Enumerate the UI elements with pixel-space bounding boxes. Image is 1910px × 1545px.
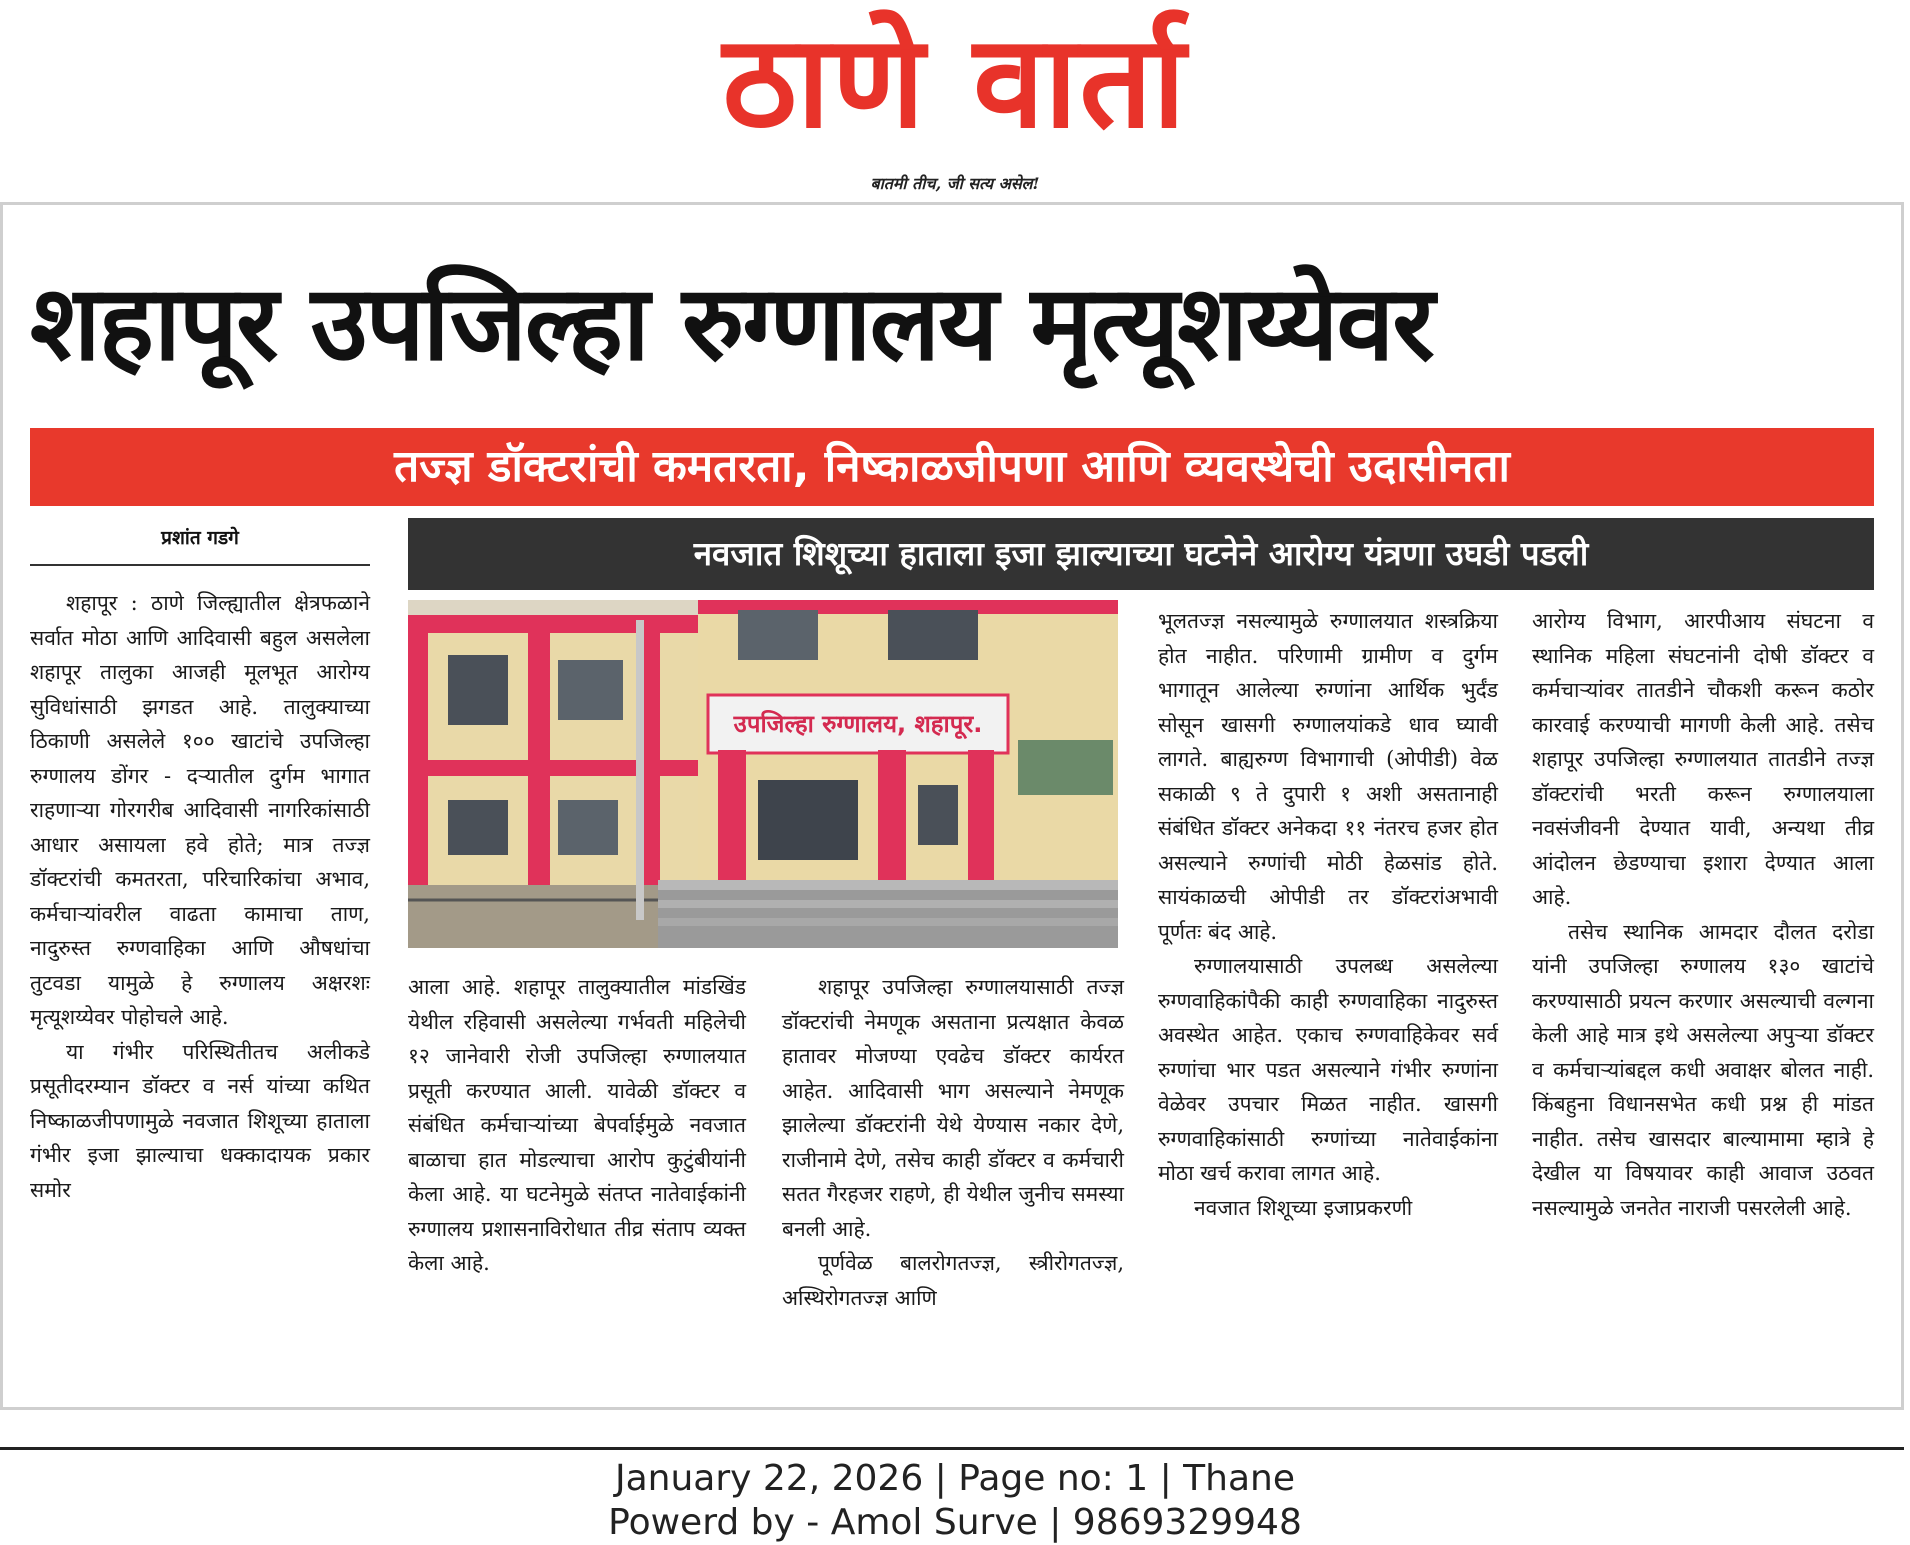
article-column-4 xyxy=(1158,604,1498,1225)
article-column-2 xyxy=(408,970,746,1281)
footer-divider xyxy=(0,1447,1904,1450)
tagline: बातमी तीच, जी सत्य असेल! xyxy=(870,174,1040,193)
paragraph: रुग्णालयासाठी उपलब्ध असलेल्या रुग्णवाहिकांपैकी काही रुग्णवाहिका नादुरुस्त अवस्थेत आहेत. एकाच रुग्णवाहिकेवर सर्व रुग्णांचा भार पडत असल्याने गंभीर रुग्णांना वेळेवर उपचार मिळत नाहीत. खासगी रुग्णवाहिकांसाठी रुग्णांच्या नातेवाईकांना मोठा खर्च करावा लागत आहे. xyxy=(1158,954,1498,1185)
paragraph: पूर्णवेळ बालरोगतज्ज्ञ, स्त्रीरोगतज्ज्ञ, अस्थिरोगतज्ज्ञ आणि xyxy=(782,1251,1124,1310)
footer-date-page: January 22, 2026 | Page no: 1 | Thane xyxy=(614,1458,1295,1499)
paragraph: भूलतज्ज्ञ नसल्यामुळे रुग्णालयात शस्त्रक्रिया होत नाहीत. परिणामी ग्रामीण व दुर्गम भागातून आलेल्या रुग्णांना आर्थिक भुर्दंड सोसून खासगी रुग्णालयांकडे धाव घ्यावी लागते. बाह्यरुग्ण विभागाची (ओपीडी) वेळ सकाळी ९ ते दुपारी १ अशी असतानाही संबंधित डॉक्टर अनेकदा ११ नंतरच हजर होत असल्याने रुग्णांची मोठी हेळसांड होते. सायंकाळची ओपीडी तर डॉक्टरांअभावी पूर्णतः बंद आहे. xyxy=(1158,609,1498,944)
paragraph: शहापूर : ठाणे जिल्ह्यातील क्षेत्रफळाने सर्वात मोठा आणि आदिवासी बहुल असलेला शहापूर तालुका आजही मूलभूत आरोग्य सुविधांसाठी झगडत आहे. तालुक्याच्या ठिकाणी असलेले १०० खाटांचे उपजिल्हा रुग्णालय डोंगर - दऱ्यातील दुर्गम भागात राहणाऱ्या गोरगरीब आदिवासी नागरिकांसाठी आधार असायला हवे होते; मात्र तज्ज्ञ डॉक्टरांची कमतरता, परिचारिकांचा अभाव, कर्मचाऱ्यांवरील वाढता कामाचा ताण, नादुरुस्त रुग्णवाहिका आणि औषधांचा तुटवडा यामुळे हे रुग्णालय अक्षरशः मृत्यूशय्येवर पोहोचले आहे. xyxy=(30,591,370,1029)
paragraph: तसेच स्थानिक आमदार दौलत दरोडा यांनी उपजिल्हा रुग्णालय १३० खाटांचे करण्यासाठी प्रयत्न करणार असल्याची वल्गना केली आहे मात्र इथे असलेल्या अपुऱ्या डॉक्टर व कर्मचाऱ्यांबद्दल कधी अवाक्षर बोलत नाही. किंबहुना विधानसभेत कधी प्रश्न ही मांडत नाहीत. तसेच खासदार बाल्यामामा म्हात्रे हे देखील या विषयावर काही आवाज उठवत नसल्यामुळे जनतेत नाराजी पसरलेली आहे. xyxy=(1532,919,1874,1220)
byline: प्रशांत गडगे xyxy=(30,524,370,566)
paragraph: या गंभीर परिस्थितीतच अलीकडे प्रसूतीदरम्यान डॉक्टर व नर्स यांच्या कथित निष्काळजीपणामुळे नवजात शिशूच्या हाताला गंभीर इजा झाल्याचा धक्कादायक प्रकार समोर xyxy=(30,1039,370,1202)
article-column-3 xyxy=(782,970,1124,1315)
footer-credit: Powerd by - Amol Surve | 9869329948 xyxy=(608,1502,1302,1543)
hospital-sign-text: उपजिल्हा रुग्णालय, शहापूर. xyxy=(733,710,983,738)
subheadline-band xyxy=(30,428,1874,506)
subheadline: तज्ज्ञ डॉक्टरांची कमतरता, निष्काळजीपणा आणि व्यवस्थेची उदासीनता xyxy=(394,441,1510,492)
article-column-1 xyxy=(30,586,370,1207)
masthead xyxy=(0,0,1910,200)
hospital-building-illustration xyxy=(408,600,1118,948)
headline: शहापूर उपजिल्हा रुग्णालय मृत्यूशय्येवर xyxy=(30,262,1433,384)
kicker-band xyxy=(408,518,1874,590)
paragraph: नवजात शिशूच्या इजाप्रकरणी xyxy=(1194,1195,1413,1220)
newspaper-logo: ठाणे वार्ता xyxy=(722,8,1188,157)
article-column-5 xyxy=(1532,604,1874,1225)
paragraph: शहापूर उपजिल्हा रुग्णालयासाठी तज्ज्ञ डॉक्टरांची नेमणूक असताना प्रत्यक्षात केवळ हातावर मोजण्या एवढेच डॉक्टर कार्यरत आहेत. आदिवासी भाग असल्याने नेमणूक झालेल्या डॉक्टरांनी येथे येण्यास नकार देणे, राजीनामे देणे, तसेच काही डॉक्टर व कर्मचारी सतत गैरहजर राहणे, ही येथील जुनीच समस्या बनली आहे. xyxy=(782,975,1124,1241)
paragraph: आला आहे. शहापूर तालुक्यातील मांडखिंड येथील रहिवासी असलेल्या गर्भवती महिलेची १२ जानेवारी रोजी उपजिल्हा रुग्णालयात प्रसूती करण्यात आली. यावेळी डॉक्टर व संबंधित कर्मचाऱ्यांच्या बेपर्वाईमुळे नवजात बाळाचा हात मोडल्याचा आरोप कुटुंबीयांनी केला आहे. या घटनेमुळे संतप्त नातेवाईकांनी रुग्णालय प्रशासनाविरोधात तीव्र संताप व्यक्त केला आहे. xyxy=(408,975,746,1275)
paragraph: आरोग्य विभाग, आरपीआय संघटना व स्थानिक महिला संघटनांनी दोषी डॉक्टर व कर्मचाऱ्यांवर तातडीने चौकशी करून कठोर कारवाई करण्याची मागणी केली आहे. तसेच शहापूर उपजिल्हा रुग्णालयात तातडीने तज्ज्ञ डॉक्टरांची भरती करून रुग्णालयाला नवसंजीवनी देण्यात यावी, अन्यथा तीव्र आंदोलन छेडण्याचा इशारा देण्यात आला आहे. xyxy=(1532,609,1874,909)
hospital-photo xyxy=(408,600,1118,948)
kicker: नवजात शिशूच्या हाताला इजा झाल्याच्या घटनेने आरोग्य यंत्रणा उघडी पडली xyxy=(693,534,1589,573)
